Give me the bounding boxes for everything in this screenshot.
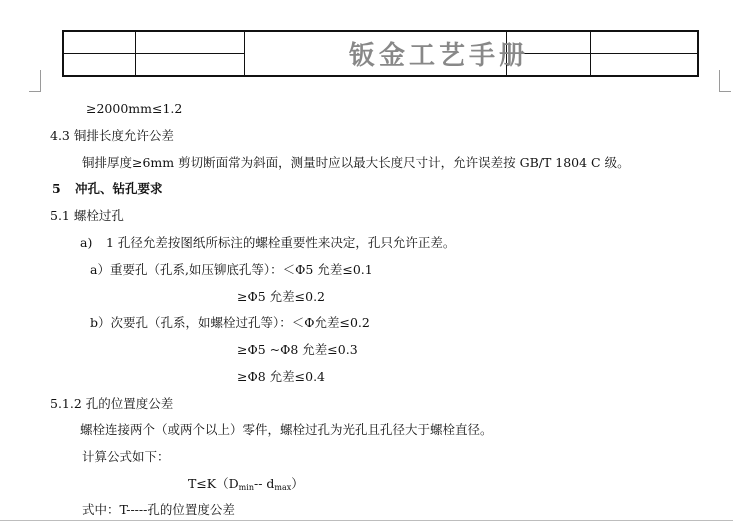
formula-prefix: T≤K（D (188, 476, 239, 491)
section-heading-5-1: 5.1 螺栓过孔 (50, 208, 124, 223)
formula (188, 476, 304, 492)
formula-mid: -- d (253, 476, 275, 491)
section-heading-5: 冲孔、钻孔要求 (75, 181, 163, 196)
paragraph-hole-tolerance: 1 孔径允差按图纸所标注的螺栓重要性来决定，孔只允许正差。 (106, 235, 456, 250)
formula-intro: 计算公式如下： (82, 449, 170, 464)
page-bottom-divider (0, 520, 733, 521)
crop-mark-right-vertical (719, 70, 720, 92)
crop-mark-left-horizontal (29, 91, 41, 92)
list-item-secondary-hole-3: ≥Φ8 允差≤0.4 (237, 369, 326, 384)
formula-suffix: ） (291, 476, 304, 491)
formula-sub-min: min (238, 483, 254, 492)
section-number-5: 5 (52, 181, 61, 196)
section-heading-4-3: 4.3 铜排长度允许公差 (50, 128, 174, 143)
formula-definition: 式中：T-----孔的位置度公差 (82, 502, 235, 517)
crop-mark-right-horizontal (719, 91, 731, 92)
text-line-range: ≥2000mm≤1.2 (86, 101, 183, 116)
formula-sub-max: max (274, 483, 292, 492)
list-item-important-hole-2: ≥Φ5 允差≤0.2 (237, 289, 326, 304)
section-heading-5-1-2: 5.1.2 孔的位置度公差 (50, 396, 174, 411)
list-item-secondary-hole-2: ≥Φ5 ~Φ8 允差≤0.3 (237, 342, 358, 357)
header-title: 钣金工艺手册 (348, 41, 529, 71)
list-marker-a: a) (80, 235, 93, 250)
crop-mark-left-vertical (40, 70, 41, 92)
paragraph-copper-bar: 铜排厚度≥6mm 剪切断面常为斜面，测量时应以最大长度尺寸计，允许误差按 GB/T 1804 C 级。 (82, 155, 630, 170)
header-table (62, 30, 699, 77)
paragraph-bolt-connection: 螺栓连接两个（或两个以上）零件，螺栓过孔为光孔且孔径大于螺栓直径。 (80, 422, 493, 437)
list-item-important-hole: a）重要孔（孔系,如压铆底孔等）：＜Φ5 允差≤0.1 (90, 262, 373, 277)
list-item-secondary-hole: b）次要孔（孔系，如螺栓过孔等）：＜Φ允差≤0.2 (90, 315, 370, 330)
